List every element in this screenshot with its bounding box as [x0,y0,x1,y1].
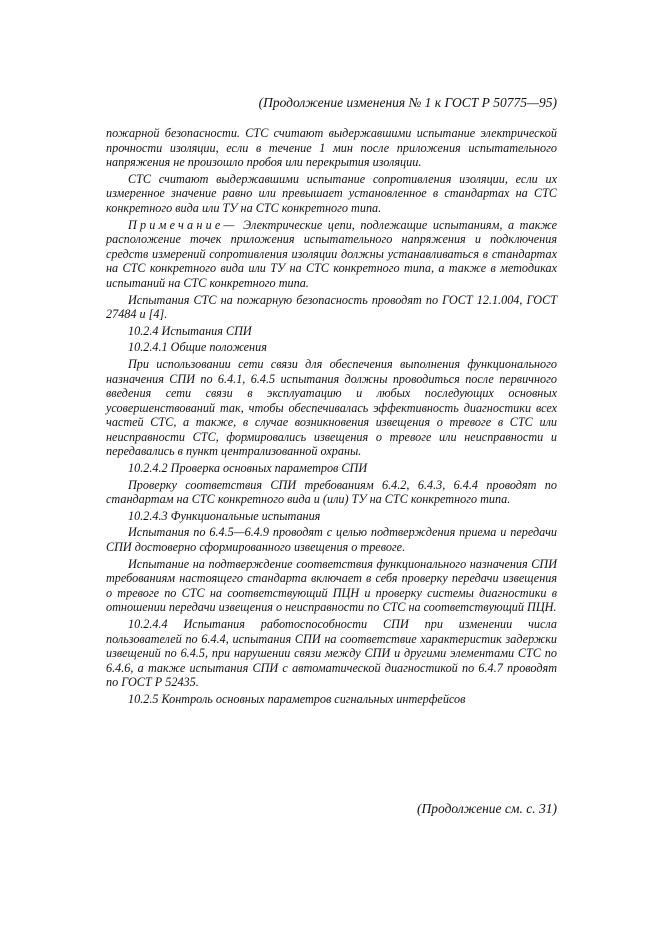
continuation-footer: (Продолжение см. с. 31) [417,801,557,816]
section-heading-10-2-4-3: 10.2.4.3 Функциональные испытания [128,508,321,523]
paragraph-fire-safety-end: пожарной безопасности. СТС считают выдержавшими испытание электрической прочности изоляции, если в течение 1 мин после приложения испытательного напряжения не произошло пробоя или перекрытия изоляции. [106,126,557,170]
continuation-header: (Продолжение изменения № 1 к ГОСТ Р 50775—95) [258,95,557,110]
note-label: Примечание— [128,217,238,232]
paragraph-insulation-resistance: СТС считают выдержавшими испытание сопротивления изоляции, если их измеренное значение равно или превышает установленное в стандартах на СТС конкретного вида или ТУ на СТС конкретного типа. [106,171,557,215]
section-heading-10-2-5: 10.2.5 Контроль основных параметров сигнальных интерфейсов [128,691,466,706]
paragraph-fire-safety-tests: Испытания СТС на пожарную безопасность проводят по ГОСТ 12.1.004, ГОСТ 27484 и [4]. [106,292,557,322]
paragraph-operability-tests: 10.2.4.4 Испытания работоспособности СПИ при изменении числа пользователей по 6.4.4, испытания СПИ на соответствие характеристик задержки извещений по 6.4.5, при нарушении связи между СПИ и другими элементами СТС по 6.4.6, а также испытания СПИ с автоматической диагностикой по 6.4.7 проводят по ГОСТ Р 52435. [106,617,557,690]
section-heading-10-2-4-2: 10.2.4.2 Проверка основных параметров СПИ [128,461,368,476]
section-heading-10-2-4-1: 10.2.4.1 Общие положения [128,340,267,355]
body-text [106,126,557,709]
paragraph-conformity-test: Испытание на подтверждение соответствия функционального назначения СПИ требованиям настоящего стандарта включает в себя проверку передачи извещения о тревоге по СТС на соответствующий ПЦН и проверку системы диагностики в отношении передачи извещения о неисправности по СТС на соответствующий ПЦН. [106,556,557,615]
paragraph-parameter-check: Проверку соответствия СПИ требованиям 6.4.2, 6.4.3, 6.4.4 проводят по стандартам на СТС конкретного вида и (или) ТУ на СТС конкретного типа. [106,477,557,507]
note-text: Электрические цепи, подлежащие испытаниям, а также расположение точек приложения испытательного напряжения и подключения средств измерений сопротивления изоляции должны устанавливаться в стандартах на СТС конкретного вида или ТУ на СТС конкретного типа, а также в методиках испытаний на СТС конкретного типа. [106,217,557,290]
paragraph-general-provisions: При использовании сети связи для обеспечения выполнения функционального назначения СПИ по 6.4.1, 6.4.5 испытания должны проводиться после первичного введения сети связи в эксплуатацию и любых последующих основных усовершенствований так, чтобы обеспечивалась эффективность диагностики всех частей СТС, а также, в случае возникновения извещения о тревоге в СТС или неисправности СТС, формировались извещения о тревоге или неисправности и передавались в пункт централизованной охраны. [106,356,557,459]
paragraph-functional-tests: Испытания по 6.4.5—6.4.9 проводят с целью подтверждения приема и передачи СПИ достоверно сформированного извещения о тревоге. [106,525,557,555]
note-paragraph [106,218,557,291]
section-heading-10-2-4: 10.2.4 Испытания СПИ [128,323,252,338]
